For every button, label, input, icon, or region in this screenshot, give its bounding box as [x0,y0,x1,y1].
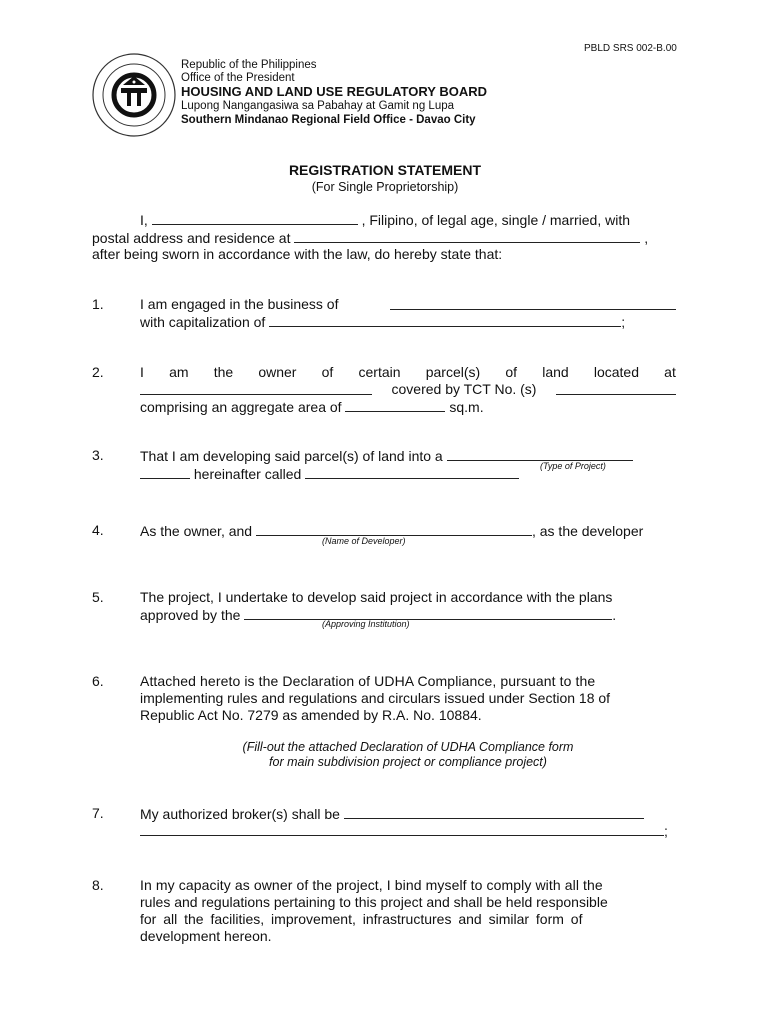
name-field[interactable] [152,211,358,225]
name-of-developer-note: (Name of Developer) [322,536,406,546]
intro-line-3: after being sworn in accordance with the law, do hereby state that: [92,246,503,262]
udha-note-1: (Fill-out the attached Declaration of UDHA Compliance form [242,740,574,754]
project-type-field[interactable] [447,447,633,461]
item-number: 4. [92,522,104,538]
item-8-line-3: for all the facilities, improvement, infrastructures and similar form of [140,911,583,927]
capitalization-field[interactable] [269,313,621,327]
item-number: 7. [92,805,104,821]
type-of-project-note: (Type of Project) [540,461,606,471]
item-8-line-1: In my capacity as owner of the project, I bind myself to comply with all the [140,877,603,893]
item-4-line: As the owner, and , as the developer [140,523,644,539]
tct-number-field[interactable] [556,381,676,395]
item-3-line-1: That I am developing said parcel(s) of land into a [140,447,633,465]
location-field[interactable] [140,381,372,395]
item-3-line-2: hereinafter called [140,465,519,483]
item-1-line-2: with capitalization of ; [140,314,626,330]
approving-institution-field[interactable] [244,606,612,620]
item-7-line-1: My authorized broker(s) shall be [140,805,644,823]
project-type-field-cont[interactable] [140,465,190,479]
page-title: REGISTRATION STATEMENT [288,162,482,178]
developer-name-field[interactable] [256,522,532,536]
broker-field-cont[interactable] [140,822,664,836]
project-name-field[interactable] [305,465,519,479]
item-number: 2. [92,364,104,380]
header-office: Office of the President [181,72,295,84]
page-subtitle: (For Single Proprietorship) [311,180,459,194]
item-5-line-1: The project, I undertake to develop said project in accordance with the plans [140,589,613,605]
item-1-line-1: I am engaged in the business of [140,296,676,313]
header-regional-office: Southern Mindanao Regional Field Office - Davao City [181,114,476,126]
item-number: 1. [92,296,104,312]
hlurb-seal-icon [91,52,177,138]
item-6-line-2: implementing rules and regulations and circulars issued under Section 18 of [140,690,611,706]
item-number: 6. [92,673,104,689]
item-5-line-2: approved by the . [140,607,617,623]
item-number: 3. [92,447,104,463]
item-2-line-3: comprising an aggregate area of sq.m. [140,399,484,415]
header-republic: Republic of the Philippines [181,59,317,71]
item-6-line-3: Republic Act No. 7279 as amended by R.A. No. 10884. [140,707,482,723]
intro-line-2: postal address and residence at , [92,230,649,246]
item-6-line-1: Attached hereto is the Declaration of UDHA Compliance, pursuant to the [140,673,596,689]
item-2-line-1: I am the owner of certain parcel(s) of land located at [140,364,676,380]
header-tagalog: Lupong Nangangasiwa sa Pabahay at Gamit ng Lupa [181,100,455,112]
item-8-line-4: development hereon. [140,928,272,944]
approving-institution-note: (Approving Institution) [322,619,410,629]
broker-field[interactable] [344,805,644,819]
header-agency: HOUSING AND LAND USE REGULATORY BOARD [181,84,487,99]
item-number: 8. [92,877,104,893]
intro-line-1: I, , Filipino, of legal age, single / married, with [140,212,631,228]
udha-note-2: for main subdivision project or compliance project) [269,755,547,769]
item-number: 5. [92,589,104,605]
item-7-line-2: ; [140,822,668,840]
form-code: PBLD SRS 002-B.00 [584,43,677,54]
business-field[interactable] [390,296,676,310]
item-2-line-2: covered by TCT No. (s) [140,381,676,398]
address-field[interactable] [294,229,640,243]
area-field[interactable] [345,398,445,412]
item-8-line-2: rules and regulations pertaining to this project and shall be held responsible [140,894,608,910]
